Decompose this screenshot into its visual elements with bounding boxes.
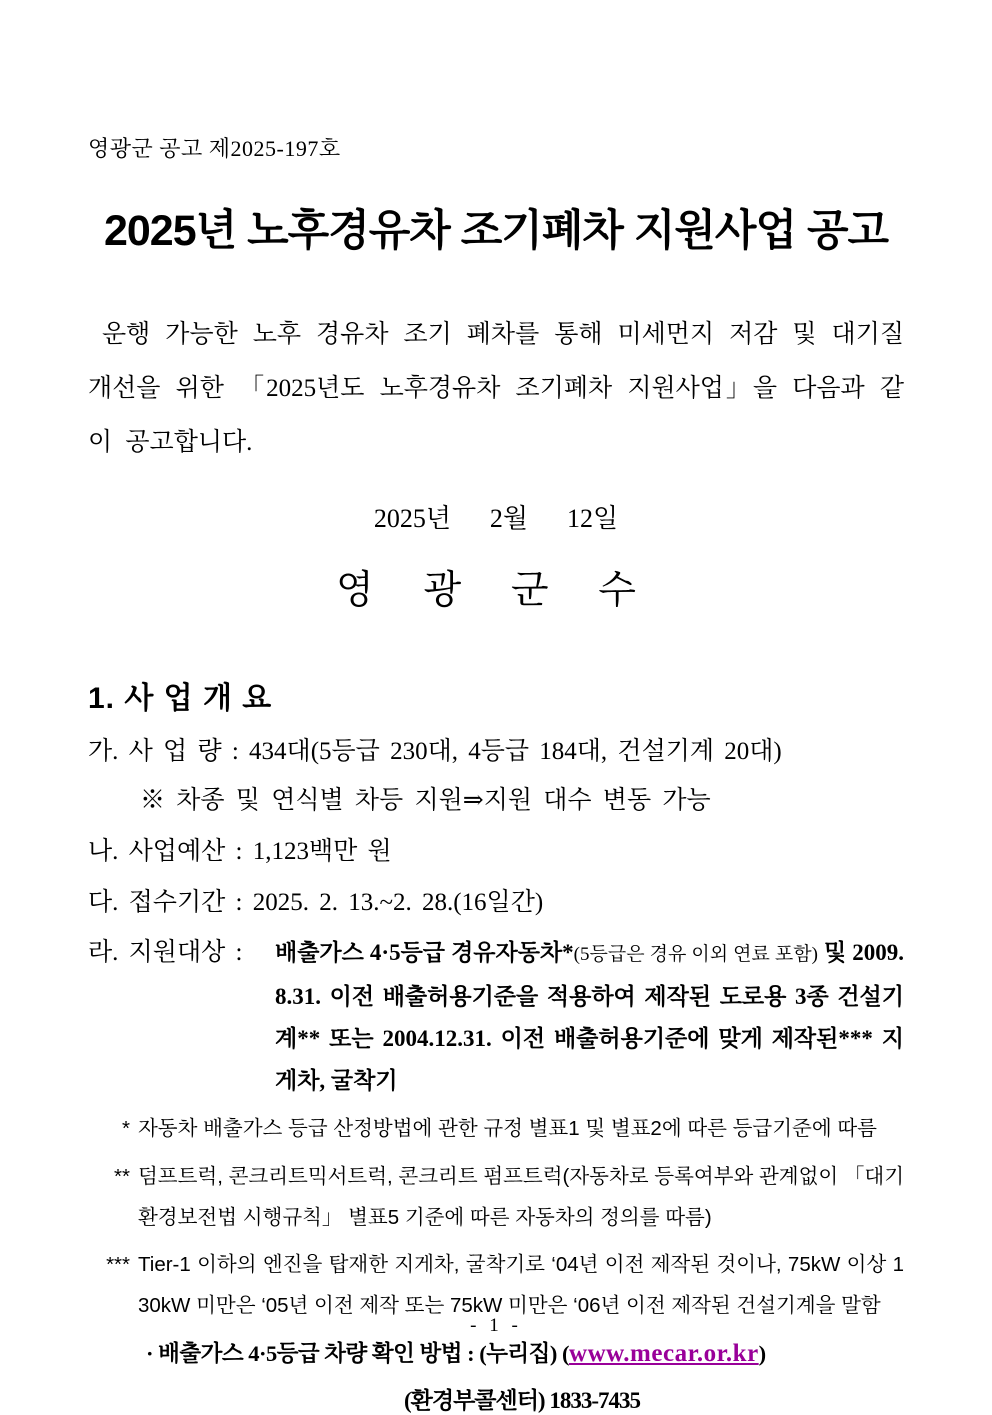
item-project-volume: 가. 사 업 량 : 434대(5등급 230대, 4등급 184대, 건설기계 20대): [88, 738, 782, 765]
vehicle-check-method-line: [146, 1336, 904, 1368]
footnote-2-text: 덤프트럭, 콘크리트믹서트럭, 콘크리트 펌프트럭(자동차로 등록여부와 관계없이 「대기환경보전법 시행규칙」 별표5 기준에 따른 자동차의 정의를 따름): [138, 1165, 904, 1229]
announcement-date: 2025년 2월 12일: [373, 504, 619, 533]
check-method-prefix: · 배출가스 4·5등급 차량 확인 방법 : (누리집) (: [146, 1341, 570, 1366]
footnote-2: [88, 1156, 904, 1238]
footnote-2-marker: **: [114, 1165, 130, 1188]
support-target-paren-note: (5등급은 경유 이외 연료 포함): [573, 944, 818, 965]
item-application-period: 다. 접수기간 : 2025. 2. 13.~2. 28.(16일간): [88, 889, 544, 916]
item-support-target: [88, 932, 904, 1102]
note-support-variation: ※ 차종 및 연식별 차등 지원⇒지원 대수 변동 가능: [140, 787, 711, 814]
footnote-1-marker: *: [122, 1117, 130, 1140]
mecar-website-link[interactable]: www.mecar.or.kr: [569, 1340, 759, 1367]
support-target-bold-2: 및 2009.8.31. 이전 배출허용기준을 적용하여 제작된 도로용 3종 건설기계** 또는 2004.12.31. 이전 배출허용기준에 맞게 제작된*** 지게차, 굴착기: [275, 940, 904, 1093]
footnote-1-text: 자동차 배출가스 등급 산정방법에 관한 규정 별표1 및 별표2에 따른 등급기준에 따름: [138, 1117, 877, 1140]
footnote-3-marker: ***: [106, 1253, 130, 1276]
footnote-3: [88, 1244, 904, 1326]
callcenter-info: (환경부콜센터) 1833-7435: [403, 1388, 641, 1413]
support-target-bold-1: 배출가스 4·5등급 경유자동차*: [275, 940, 574, 965]
notice-number: 영광군 공고 제2025-197호: [88, 136, 341, 161]
footnote-3-text: Tier-1 이하의 엔진을 탑재한 지게차, 굴착기로 ‘04년 이전 제작된 것이나, 75kW 이상 130kW 미만은 ‘05년 이전 제작 또는 75kW 미만은 ‘06년 이전 제작된 건설기계을 말함: [138, 1253, 904, 1317]
item-project-budget: 나. 사업예산 : 1,123백만 원: [88, 838, 392, 865]
page-number: - 1 -: [470, 1315, 522, 1336]
support-target-label: 라. 지원대상 :: [88, 939, 243, 966]
support-target-content: [275, 932, 904, 1102]
check-method-suffix: ): [758, 1341, 766, 1366]
intro-paragraph: 운행 가능한 노후 경유차 조기 폐차를 통해 미세먼지 저감 및 대기질 개선을 위한 「2025년도 노후경유차 조기폐차 지원사업」을 다음과 같이 공고합니다.: [88, 321, 904, 456]
section-1-heading: 1. 사 업 개 요: [88, 682, 273, 715]
page-title: 2025년 노후경유차 조기폐차 지원사업 공고: [103, 207, 889, 255]
footnote-1: [88, 1110, 904, 1148]
signer-title: 영 광 군 수: [336, 569, 656, 612]
